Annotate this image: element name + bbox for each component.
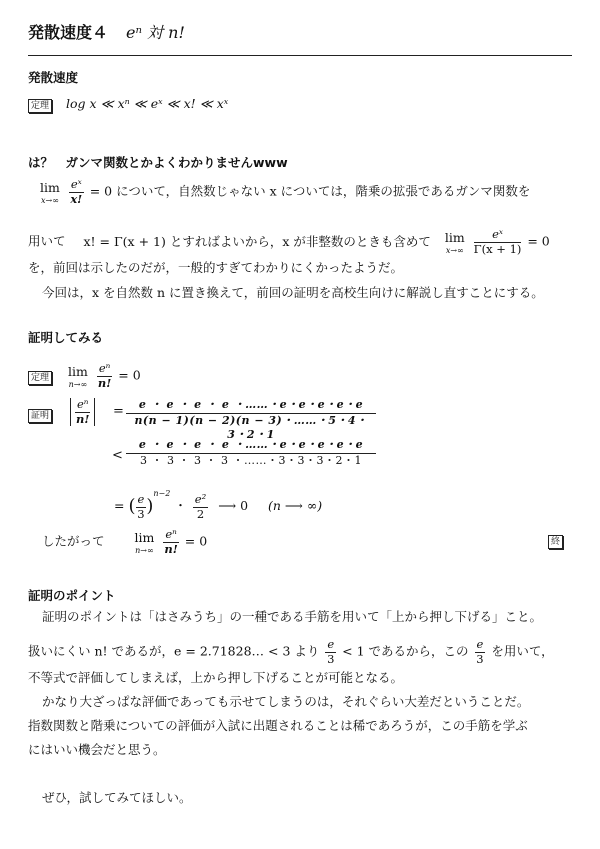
- title-text: 発散速度４: [28, 23, 109, 42]
- end-mark: 終: [548, 532, 563, 549]
- page-title: [28, 20, 185, 43]
- limit-condition: (n ⟶ ∞): [268, 498, 323, 513]
- exponent-n-minus-2: n−2: [153, 489, 171, 498]
- gamma-text-1: について，自然数じゃない x については，階乗の拡張であるガンマ関数を: [116, 183, 531, 199]
- frac-ex-over-xfact: $\frac{\text{eˣ}}{x!}$: [70, 177, 83, 206]
- gamma-text-2a: 用いて: [28, 233, 66, 249]
- theorem-1: log x ≪ xⁿ ≪ eˣ ≪ x! ≪ xˣ: [66, 96, 229, 111]
- eq-zero-2: = 0: [527, 233, 550, 249]
- proof-row2-numerator: e ・ e ・ e ・ e ・……・e・e・e・e・e: [126, 438, 376, 454]
- theorem-1-line: [28, 96, 228, 113]
- lim-x-2: lim x→∞: [444, 229, 465, 255]
- section-heading-divergence: 発散速度: [28, 70, 79, 85]
- title-math: eⁿ 対 n!: [126, 23, 185, 42]
- conclusion-line: [42, 528, 207, 556]
- frac-en-over-nfact: $\frac{\text{eⁿ}}{n!}$: [97, 361, 112, 390]
- frac-ex-over-gamma: $\frac{\text{eˣ}}{\Gamma(x + 1)}$: [473, 227, 522, 256]
- points-p7: ぜひ，試してみてほしい。: [42, 790, 192, 805]
- section-heading-points: 証明のポイント: [28, 588, 116, 603]
- frac-en-over-nfact-2: $\frac{\text{eⁿ}}{n!}$: [164, 527, 178, 556]
- points-p2: 扱いにくい n! であるが，e = 2.71828… < 3 より $\frac{e}{3}$ < 1 であるから，この $\frac{e}{3}$ を用いて，: [28, 637, 554, 666]
- points-p6: にはいい機会だと思う。: [28, 742, 166, 757]
- eq-zero-4: = 0: [184, 533, 208, 549]
- gamma-text-4: 今回は，x を自然数 n に置き換えて，前回の証明を高校生向けに解説し直すことにする。: [42, 285, 544, 300]
- lt-sign: <: [112, 448, 123, 463]
- points-p1: 証明のポイントは「はさみうち」の一種である手筋を用いて「上から押し下げる」こと。: [42, 609, 543, 624]
- frac-e2-over-2: $\frac{\text{e²}}{2}$: [194, 491, 207, 521]
- gamma-line-1: [40, 178, 530, 206]
- gamma-line-2: [28, 228, 550, 256]
- proof-fraction-2: [126, 438, 376, 468]
- lim-n-2: lim n→∞: [134, 529, 155, 555]
- gamma-text-3: を，前回は示したのだが，一般的すぎてわかりにくかったようだ。: [28, 260, 404, 275]
- points-p5: 指数関数と階乗についての評価が入試に出題されることは稀であろうが，この手筋を学ぶ: [28, 718, 528, 733]
- theorem-tag: 定理: [28, 99, 52, 113]
- proof-tag-line: [28, 406, 52, 423]
- theorem-2-line: [28, 362, 141, 390]
- paren-frac: $\frac{e}{3}$: [137, 491, 145, 521]
- frac-e-over-3-2: $\frac{e}{3}$: [476, 637, 484, 666]
- proof-fraction-1: [126, 398, 376, 442]
- proof-row1-denominator: n(n − 1)(n − 2)(n − 3)・……・5・4・3・2・1: [134, 414, 368, 441]
- eq-zero-3: = 0: [118, 367, 141, 383]
- limit-arrow: ⟶ 0: [218, 498, 249, 513]
- gamma-text-2b: x! = Γ(x + 1) とすればよいから，x が非整数のときも含めて: [83, 233, 431, 249]
- section-heading-proof: 証明してみる: [28, 330, 104, 345]
- eq-zero: = 0: [89, 183, 113, 199]
- points-p4: かなり大ざっぱな評価であっても示せてしまうのは，それぐらい大差だということだ。: [42, 694, 530, 709]
- proof-row2-denominator: 3 ・ 3 ・ 3 ・ 3 ・……・3・3・3・2・1: [140, 454, 362, 467]
- lim-x: lim x→∞: [40, 179, 60, 205]
- theorem-tag-2: 定理: [28, 371, 52, 385]
- title-divider: [28, 55, 572, 56]
- conclusion-text: したがって: [42, 533, 105, 549]
- proof-row-3: = ( $\frac{e}{3}$ )$^{n-2}$ ・ $\frac{\text{e²}}{2}$ ⟶ 0 (n ⟶ ∞): [114, 489, 323, 521]
- points-p3: 不等式で評価してしまえば，上から押し下げることが可能となる。: [28, 670, 404, 685]
- proof-abs: $\frac{\text{eⁿ}}{n!}$: [70, 398, 95, 426]
- proof-row1-numerator: e ・ e ・ e ・ e ・……・e・e・e・e・e: [126, 398, 376, 414]
- eq-sign: =: [113, 404, 124, 419]
- lim-n: lim n→∞: [68, 363, 88, 389]
- frac-e-over-3: $\frac{e}{3}$: [327, 637, 335, 666]
- proof-tag: 証明: [28, 409, 52, 423]
- section-heading-gamma: は？ ガンマ関数とかよくわかりませんwww: [28, 155, 288, 170]
